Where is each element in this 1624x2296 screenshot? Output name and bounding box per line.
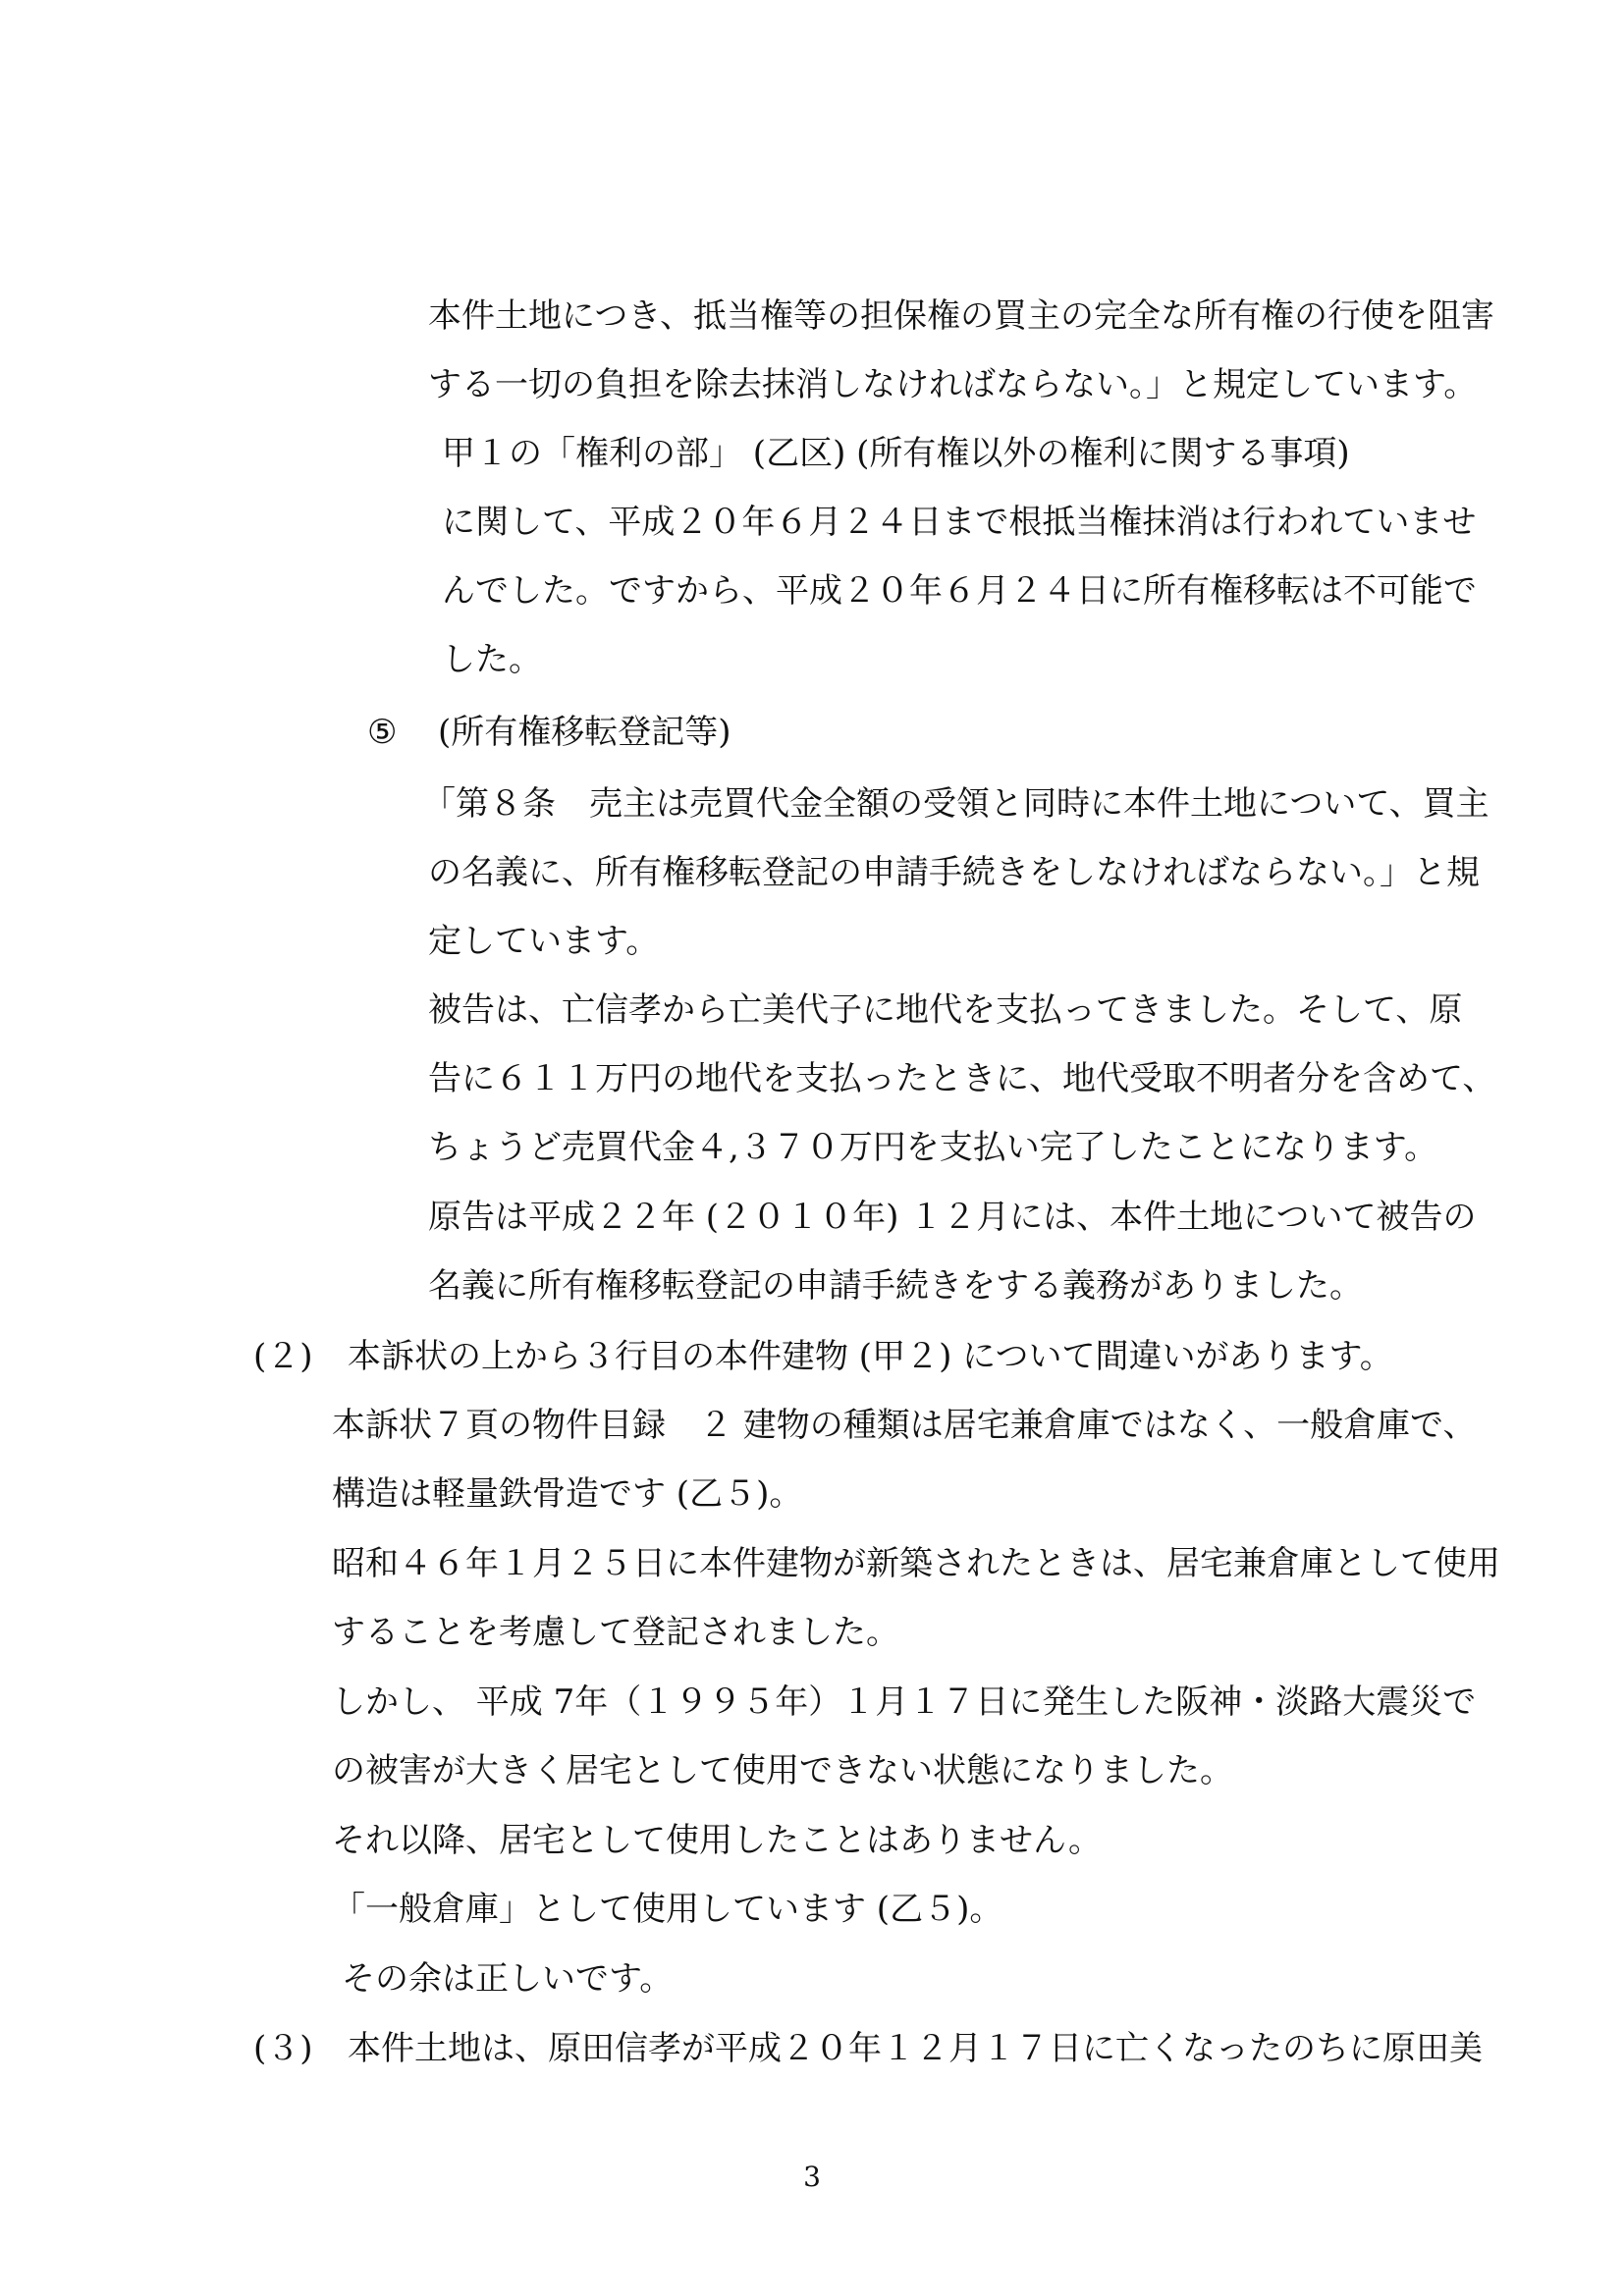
text-line: 原告は平成２２年 (２０１０年) １２月には、本件土地について被告の bbox=[428, 1198, 1477, 1237]
text-line: 定しています。 bbox=[428, 922, 660, 961]
text-line: 告に６１１万円の地代を支払ったときに、地代受取不明者分を含めて、 bbox=[428, 1059, 1496, 1098]
text-line: しかし、 平成 7年（１９９５年）１月１７日に発生した阪神・淡路大震災で bbox=[332, 1682, 1477, 1722]
text-line: する一切の負担を除去抹消しなければならない。」と規定しています。 bbox=[428, 365, 1478, 404]
text-line: 「一般倉庫」として使用しています (乙５)。 bbox=[332, 1890, 1003, 1929]
text-line: んでした。ですから、平成２０年６月２４日に所有権移転は不可能で bbox=[442, 571, 1477, 611]
item-marker: (２) bbox=[253, 1337, 313, 1376]
item-marker: (３) bbox=[253, 2029, 313, 2068]
text-line: した。 bbox=[442, 640, 542, 679]
text-line: に関して、平成２０年６月２４日まで根抵当権抹消は行われていませ bbox=[442, 503, 1477, 542]
item-heading: 本件土地は、原田信孝が平成２０年１２月１７日に亡くなったのちに原田美 bbox=[348, 2029, 1483, 2068]
text-line: それ以降、居宅として使用したことはありません。 bbox=[332, 1821, 1103, 1860]
text-line: ちょうど売買代金４,３７０万円を支払い完了したことになります。 bbox=[428, 1128, 1438, 1167]
item-heading: 本訴状の上から３行目の本件建物 (甲２) について間違いがあります。 bbox=[348, 1337, 1393, 1376]
text-line: 本件土地につき、抵当権等の担保権の買主の完全な所有権の行使を阻害 bbox=[428, 296, 1494, 336]
text-line: 「第８条 売主は売買代金全額の受領と同時に本件土地について、買主 bbox=[422, 784, 1489, 824]
item-marker: ⑤ bbox=[367, 713, 398, 752]
text-line: その余は正しいです。 bbox=[342, 1959, 674, 1999]
text-line: の被害が大きく居宅として使用できない状態になりました。 bbox=[332, 1751, 1233, 1790]
page-number: 3 bbox=[803, 2161, 821, 2193]
text-line: 甲１の「権利の部」 (乙区) (所有権以外の権利に関する事項) bbox=[442, 434, 1350, 473]
text-line: 被告は、亡信孝から亡美代子に地代を支払ってきました。そして、原 bbox=[428, 990, 1463, 1030]
text-line: 本訴状７頁の物件目録 ２ 建物の種類は居宅兼倉庫ではなく、一般倉庫で、 bbox=[332, 1406, 1477, 1445]
text-line: することを考慮して登記されました。 bbox=[332, 1613, 899, 1652]
text-line: 昭和４６年１月２５日に本件建物が新築されたときは、居宅兼倉庫として使用 bbox=[332, 1544, 1500, 1583]
text-line: 構造は軽量鉄骨造です (乙５)。 bbox=[332, 1474, 803, 1514]
text-line: 名義に所有権移転登記の申請手続きをする義務がありました。 bbox=[428, 1266, 1363, 1306]
item-heading: (所有権移転登記等) bbox=[438, 713, 731, 752]
text-line: の名義に、所有権移転登記の申請手続きをしなければならない。」と規 bbox=[428, 853, 1480, 892]
